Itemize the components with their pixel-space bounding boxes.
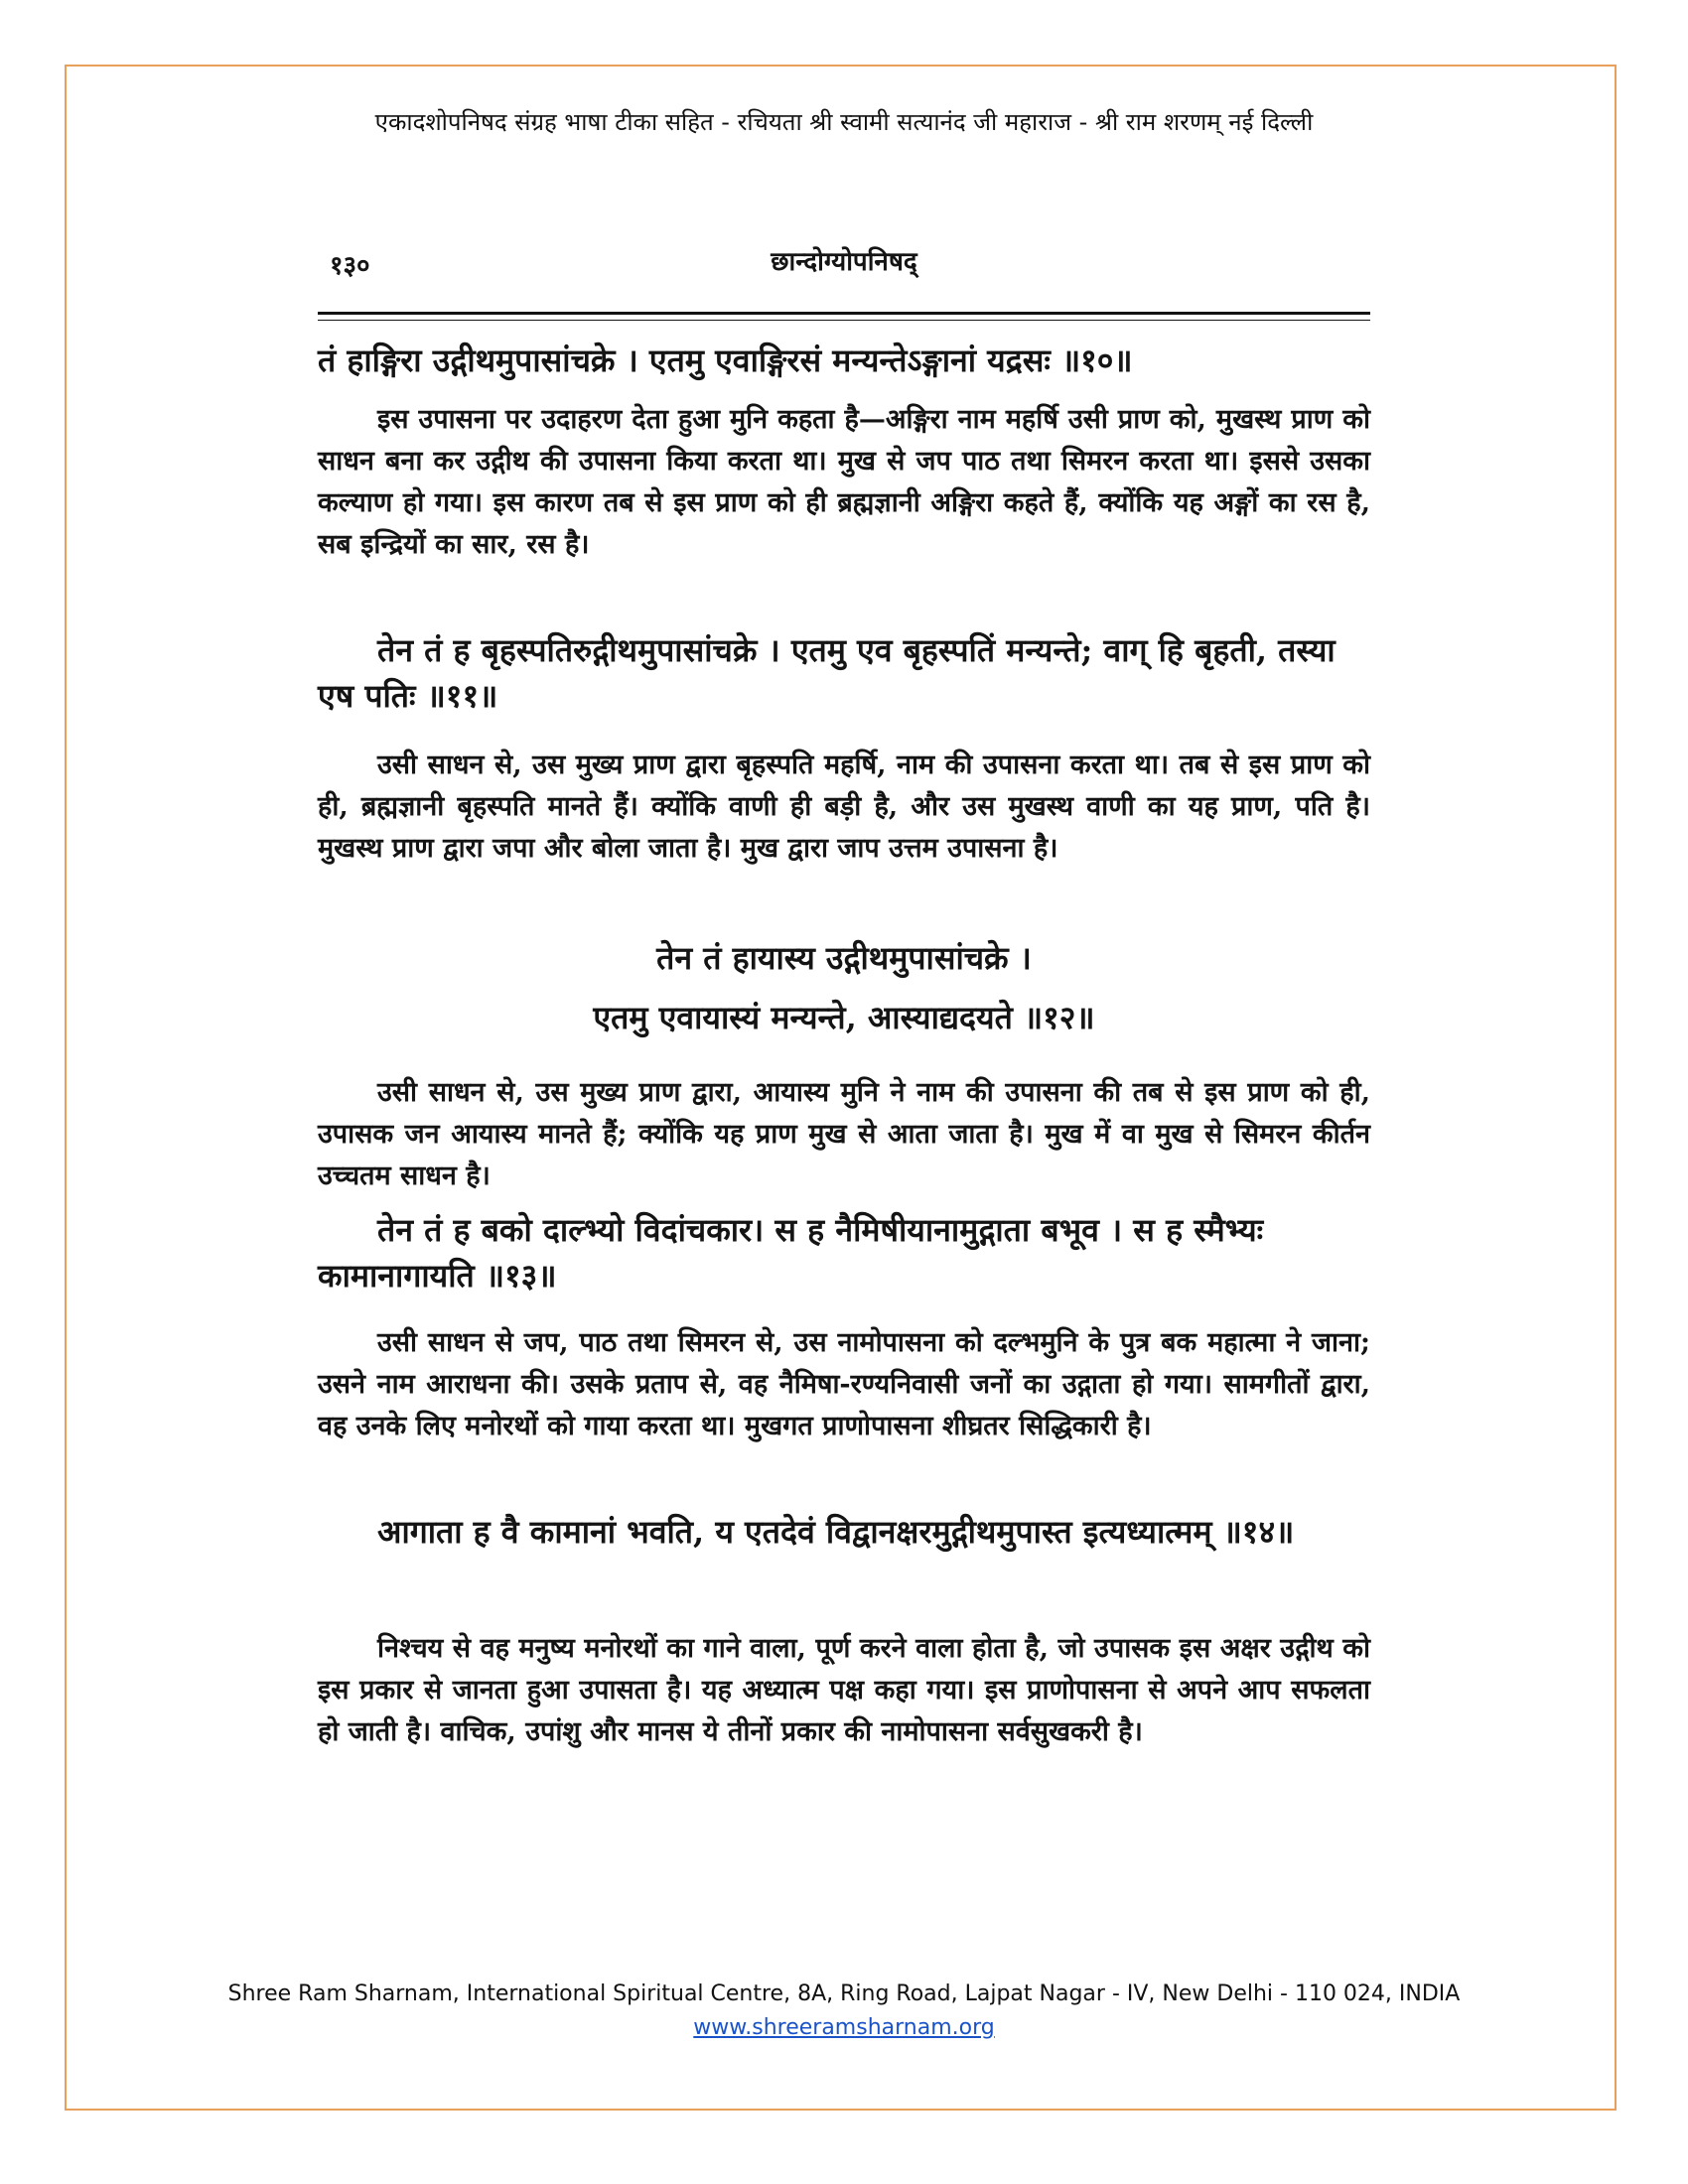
page-title: छान्दोग्योपनिषद् [771,247,917,277]
verse-10: तं हाङ्गिरा उद्गीथमुपासांचक्रे । एतमु एवाङ्गिरसं मन्यन्तेऽङ्गानां यद्रसः ॥१०॥ [318,341,1133,379]
website-link[interactable]: www.shreeramsharnam.org [693,2015,995,2040]
commentary-13: उसी साधन से जप, पाठ तथा सिमरन से, उस नामोपासना को दल्भमुनि के पुत्र बक महात्मा ने जाना; उसने नाम आराधना की। उसके प्रताप से, वह नैमिषा-रण्यनिवासी जनों का उद्गाता हो गया। सामगीतों द्वारा, वह उनके लिए मनोरथों को गाया करता था। मुखगत प्राणोपासना शीघ्रतर सिद्धिकारी है। [318,1327,1370,1441]
commentary-12: उसी साधन से, उस मुख्य प्राण द्वारा, आयास्य मुनि ने नाम की उपासना की तब से इस प्राण को ही, उपासक जन आयास्य मानते हैं; क्योंकि यह प्राण मुख से आता जाता है। मुख में वा मुख से सिमरन कीर्तन उच्चतम साधन है। [318,1077,1370,1191]
divider-thin [318,320,1370,321]
verse-11: तेन तं ह बृहस्पतिरुद्गीथमुपासांचक्रे । एतमु एव बृहस्पतिं मन्यन्ते; वाग् हि बृहती, तस्या एष पतिः ॥११॥ [318,631,1336,715]
verse-13: तेन तं ह बको दाल्भ्यो विदांचकार। स ह नैमिषीयानामुद्गाता बभूव । स ह स्मैभ्यः कामानागायति ॥१३॥ [318,1211,1264,1295]
divider-thick [318,312,1370,315]
scanned-page [318,238,1370,1946]
commentary-14: निश्चय से वह मनुष्य मनोरथों का गाने वाला, पूर्ण करने वाला होता है, जो उपासक इस अक्षर उद्गीथ को इस प्रकार से जानता हुआ उपासता है। यह अध्यात्म पक्ष कहा गया। इस प्राणोपासना से अपने आप सफलता हो जाती है। वाचिक, उपांशु और मानस ये तीनों प्रकार की नामोपासना सर्वसुखकरी है। [318,1633,1370,1747]
document-header: एकादशोपनिषद संग्रह भाषा टीका सहित - रचियता श्री स्वामी सत्यानंद जी महाराज - श्री राम शरणम् नई दिल्ली [374,108,1314,136]
commentary-10: इस उपासना पर उदाहरण देता हुआ मुनि कहता है—अङ्गिरा नाम महर्षि उसी प्राण को, मुखस्थ प्राण को साधन बना कर उद्गीथ की उपासना किया करता था। मुख से जप पाठ तथा सिमरन करता था। इससे उसका कल्याण हो गया। इस कारण तब से इस प्राण को ही ब्रह्मज्ञानी अङ्गिरा कहते हैं, क्योंकि यह अङ्गों का रस है, सब इन्द्रियों का सार, रस है। [318,404,1370,560]
page-number: १३० [330,251,370,281]
verse-14: आगाता ह वै कामानां भवति, य एतदेवं विद्वानक्षरमुद्गीथमुपास्त इत्यध्यात्मम् ॥१४॥ [377,1513,1295,1551]
footer-address: Shree Ram Sharnam, International Spiritual Centre, 8A, Ring Road, Lajpat Nagar - IV, New Delhi - 110 024, INDIA [227,1981,1461,2006]
commentary-11: उसी साधन से, उस मुख्य प्राण द्वारा बृहस्पति महर्षि, नाम की उपासना करता था। तब से इस प्राण को ही, ब्रह्मज्ञानी बृहस्पति मानते हैं। क्योंकि वाणी ही बड़ी है, और उस मुखस्थ वाणी का यह प्राण, पति है। मुखस्थ प्राण द्वारा जपा और बोला जाता है। मुख द्वारा जाप उत्तम उपासना है। [318,750,1370,864]
verse-12-line-2: एतमु एवायास्यं मन्यन्ते, आस्याद्यदयते ॥१२॥ [593,999,1095,1036]
verse-12-line-1: तेन तं हायास्य उद्गीथमुपासांचक्रे । [656,939,1032,977]
